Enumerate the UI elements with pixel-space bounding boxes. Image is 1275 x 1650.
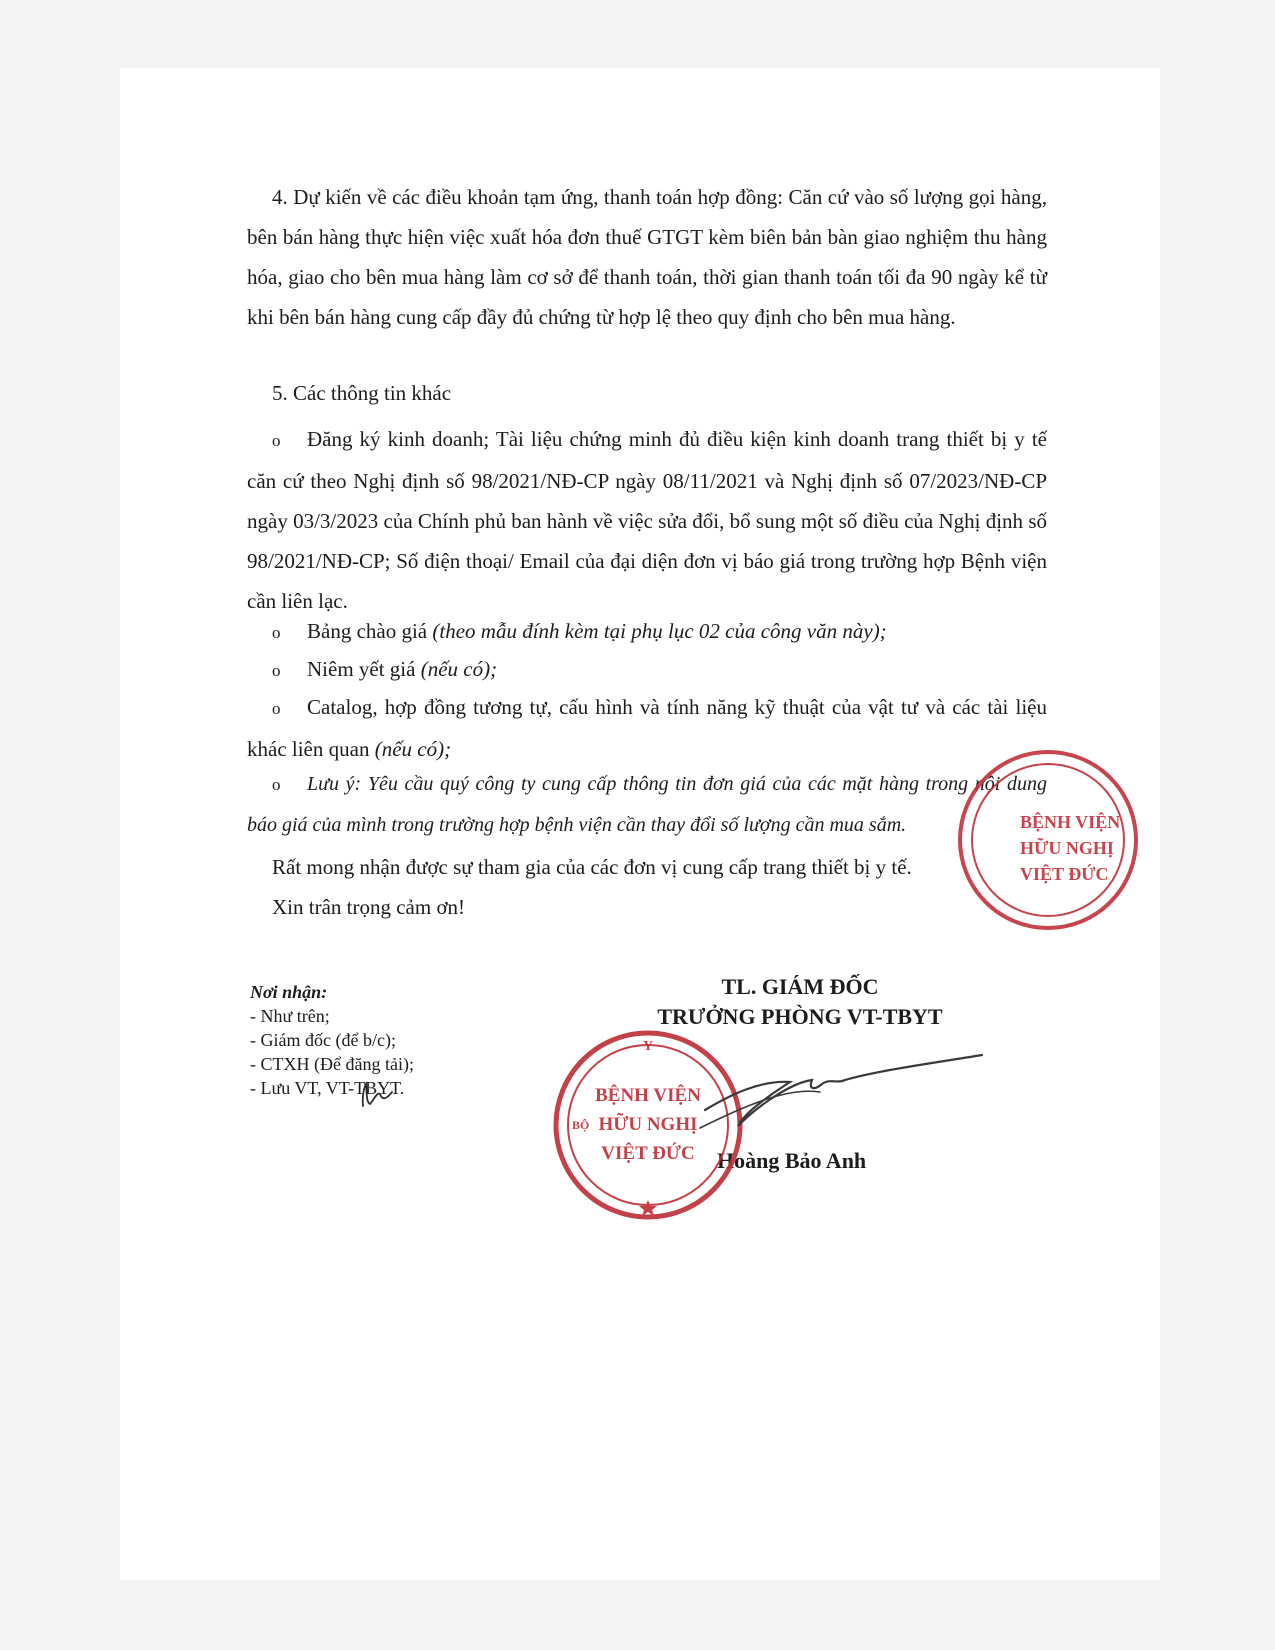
info-item-note: o Lưu ý: Yêu cầu quý công ty cung cấp thông tin đơn giá của các mặt hàng trong nội dung báo giá của mình trong trường hợp bệnh viện cần thay đổi số lượng cần mua sắm. [247,764,1047,845]
section-4-paragraph: 4. Dự kiến về các điều khoản tạm ứng, thanh toán hợp đồng: Căn cứ vào số lượng gọi hàng, bên bán hàng thực hiện việc xuất hóa đơn thuế GTGT kèm biên bản bàn giao nghiệm thu hàng hóa, giao cho bên mua hàng làm cơ sở để thanh toán, thời gian thanh toán tối đa 90 ngày kể từ khi bên bán hàng cung cấp đầy đủ chứng từ hợp lệ theo quy định cho bên mua hàng. [247,185,1047,329]
signature-title-2: TRƯỞNG PHÒNG VT-TBYT [657,1004,943,1029]
closing-line: Rất mong nhận được sự tham gia của các đơn vị cung cấp trang thiết bị y tế. [272,855,912,879]
recipient-item: - Giám đốc (để b/c); [250,1030,396,1050]
info-item-price-quote: o Bảng chào giá (theo mẫu đính kèm tại phụ lục 02 của công văn này); [247,611,1047,653]
info-item-business-registration: o Đăng ký kinh doanh; Tài liệu chứng minh đủ điều kiện kinh doanh trang thiết bị y tế căn cứ theo Nghị định số 98/2021/NĐ-CP ngày 08/11/2021 và Nghị định số 07/2023/NĐ-CP ngày 03/3/2023 của Chính phủ ban hành về việc sửa đổi, bổ sung một số điều của Nghị định số 98/2021/NĐ-CP; Số điện thoại/ Email của đại diện đơn vị báo giá trong trường hợp Bệnh viện cần liên lạc. [247,419,1047,621]
seal-line-3: VIỆT ĐỨC [601,1143,695,1164]
signer-name: Hoàng Bảo Anh [717,1148,867,1173]
recipients-block [250,980,414,1100]
seal-ring-letter: Y [642,1039,654,1054]
recipient-item: - Lưu VT, VT-TBYT. [250,1078,405,1098]
signature-block [590,972,1010,1032]
bullet-mark: o [272,623,281,642]
signature-title-1: TL. GIÁM ĐỐC [721,974,879,999]
seal-line-2: HỮU NGHỊ [598,1114,698,1135]
bullet-mark: o [272,661,281,680]
edge-stamp-line-3: VIỆT ĐỨC [1020,864,1109,884]
info-item-listed-price: o Niêm yết giá (nếu có); [247,649,1047,691]
seal-line-1: BỆNH VIỆN [595,1085,701,1106]
recipients-heading: Nơi nhận: [250,982,328,1002]
edge-stamp-line-2: HỮU NGHỊ [1020,838,1114,858]
recipient-item: - CTXH (Để đăng tải); [250,1054,414,1074]
recipient-item: - Như trên; [250,1006,330,1026]
seal-ring-letter: BỘ [572,1118,590,1132]
section-5-title: 5. Các thông tin khác [272,381,452,405]
bullet-mark: o [272,699,281,718]
edge-stamp-line-1: BỆNH VIỆN [1020,812,1121,832]
info-item-catalog: o Catalog, hợp đồng tương tự, cấu hình và tính năng kỹ thuật của vật tư và các tài liệu khác liên quan (nếu có); [247,687,1047,769]
bullet-mark: o [272,775,281,794]
thanks-line: Xin trân trọng cảm ơn! [272,895,466,919]
bullet-mark: o [272,431,281,450]
